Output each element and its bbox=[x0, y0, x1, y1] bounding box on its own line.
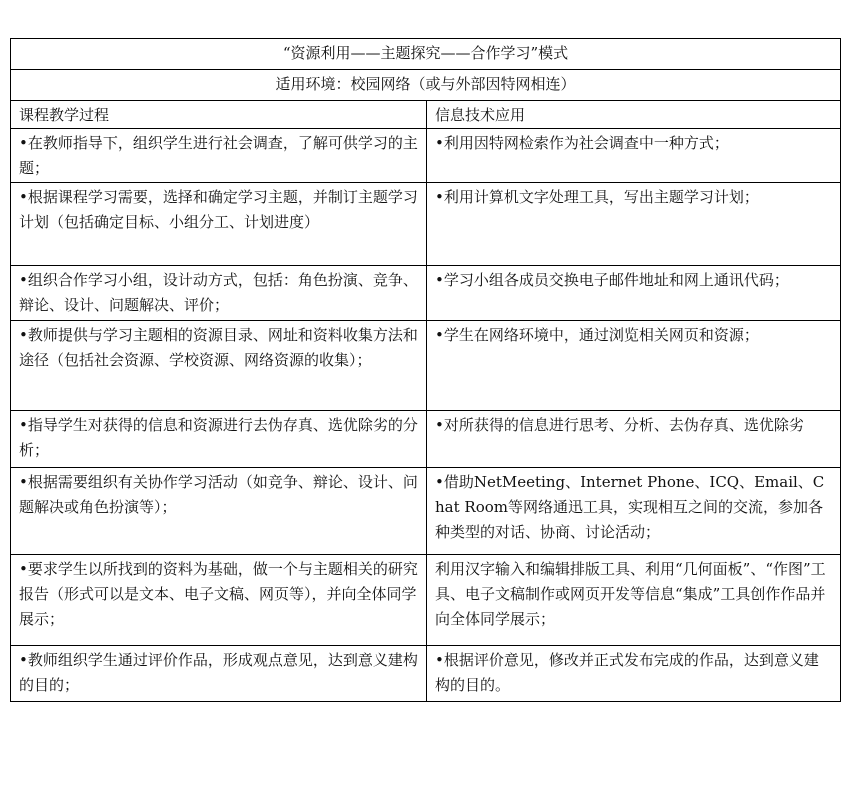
process-cell: •根据课程学习需要，选择和确定学习主题，并制订主题学习计划（包括确定目标、小组分工、计划进度） bbox=[11, 183, 427, 266]
tech-cell: •根据评价意见，修改并正式发布完成的作品，达到意义建构的目的。 bbox=[427, 646, 841, 702]
table-title: “资源利用——主题探究——合作学习”模式 bbox=[11, 39, 841, 70]
table-row bbox=[11, 411, 841, 468]
process-cell: •在教师指导下，组织学生进行社会调查，了解可供学习的主题； bbox=[11, 129, 427, 183]
tech-cell: •学习小组各成员交换电子邮件地址和网上通讯代码； bbox=[427, 266, 841, 321]
process-cell: •教师组织学生通过评价作品，形成观点意见，达到意义建构的目的； bbox=[11, 646, 427, 702]
column-header-tech: 信息技术应用 bbox=[427, 101, 841, 129]
table-row bbox=[11, 183, 841, 266]
table-row bbox=[11, 321, 841, 411]
column-header-process: 课程教学过程 bbox=[11, 101, 427, 129]
tech-cell: •借助NetMeeting、Internet Phone、ICQ、Email、Chat Room等网络通迅工具，实现相互之间的交流，参加各种类型的对话、协商、讨论活动； bbox=[427, 468, 841, 555]
process-cell: •指导学生对获得的信息和资源进行去伪存真、选优除劣的分析； bbox=[11, 411, 427, 468]
process-cell: •组织合作学习小组，设计动方式，包括：角色扮演、竞争、辩论、设计、问题解决、评价； bbox=[11, 266, 427, 321]
tech-cell: •利用计算机文字处理工具，写出主题学习计划； bbox=[427, 183, 841, 266]
process-cell: •教师提供与学习主题相的资源目录、网址和资料收集方法和途径（包括社会资源、学校资源、网络资源的收集）； bbox=[11, 321, 427, 411]
environment-label: 适用环境：校园网络（或与外部因特网相连） bbox=[11, 70, 841, 101]
table-row bbox=[11, 129, 841, 183]
tech-cell: •对所获得的信息进行思考、分析、去伪存真、选优除劣 bbox=[427, 411, 841, 468]
table-row bbox=[11, 646, 841, 702]
environment-row bbox=[11, 70, 841, 101]
title-row bbox=[11, 39, 841, 70]
table-row bbox=[11, 266, 841, 321]
header-row bbox=[11, 101, 841, 129]
process-cell: •根据需要组织有关协作学习活动（如竞争、辩论、设计、问题解决或角色扮演等）； bbox=[11, 468, 427, 555]
tech-cell: 利用汉字输入和编辑排版工具、利用“几何面板”、“作图”工具、电子文稿制作或网页开发等信息“集成”工具创作作品并向全体同学展示； bbox=[427, 555, 841, 646]
teaching-model-table bbox=[10, 38, 841, 702]
tech-cell: •利用因特网检索作为社会调查中一种方式； bbox=[427, 129, 841, 183]
process-cell: •要求学生以所找到的资料为基础，做一个与主题相关的研究报告（形式可以是文本、电子文稿、网页等），并向全体同学展示； bbox=[11, 555, 427, 646]
table-row bbox=[11, 468, 841, 555]
tech-cell: •学生在网络环境中，通过浏览相关网页和资源； bbox=[427, 321, 841, 411]
table-row bbox=[11, 555, 841, 646]
